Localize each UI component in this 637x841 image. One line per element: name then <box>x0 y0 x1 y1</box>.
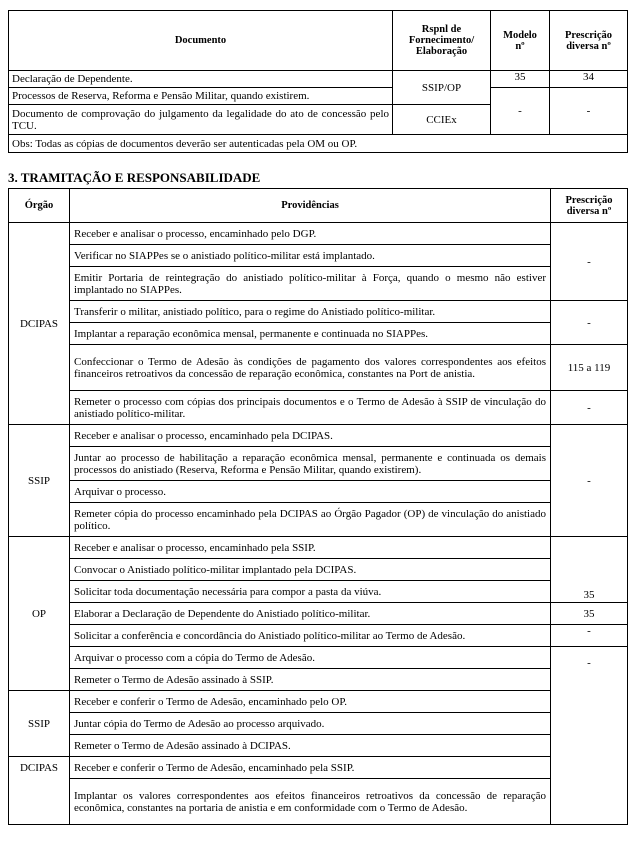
providencia-row: Transferir o militar, anistiado político, para o regime do Anistiado político-militar. <box>70 301 551 323</box>
section-title: 3. TRAMITAÇÃO E RESPONSABILIDADE <box>8 170 261 185</box>
providencia-row: Confeccionar o Termo de Adesão às condições de pagamento dos valores correspondentes aos efeitos financeiros retroativos da concessão de reparação econômica, constantes na Port de anistia. <box>70 345 551 391</box>
tramitacao-table <box>8 188 628 825</box>
rspnl-cell: CCIEx <box>393 105 491 135</box>
orgao-cell: SSIP <box>9 691 70 757</box>
orgao-cell: OP <box>9 537 70 691</box>
orgao-cell: DCIPAS <box>9 223 70 425</box>
modelo-cell: 35 <box>491 71 550 88</box>
documento-cell: Documento de comprovação do julgamento da legalidade do ato de concessão pelo TCU. <box>9 105 393 135</box>
providencia-row: Juntar ao processo de habilitação a reparação econômica mensal, permanente e continuada os demais processos do anistiado (Reserva, Reforma e Pensão Militar, quando existirem). <box>70 447 551 481</box>
prescricao-cell: - <box>551 625 628 647</box>
orgao-cell: SSIP <box>9 425 70 537</box>
prescricao-cell: 35 <box>551 537 628 603</box>
prescricao-cell: - <box>551 223 628 301</box>
providencia-row: Receber e analisar o processo, encaminhado pela DCIPAS. <box>70 425 551 447</box>
providencia-row: Remeter cópia do processo encaminhado pela DCIPAS ao Órgão Pagador (OP) de vinculação do anistiado político. <box>70 503 551 537</box>
header-documento: Documento <box>9 11 393 71</box>
prescricao-cell: - <box>551 647 628 825</box>
providencia-row: Solicitar toda documentação necessária para compor a pasta da viúva. <box>70 581 551 603</box>
providencia-row: Arquivar o processo. <box>70 481 551 503</box>
prescricao-cell: 34 <box>550 71 628 88</box>
header-rspnl: Rspnl de Fornecimento/ Elaboração <box>393 11 491 71</box>
prescricao-cell: 35 <box>551 603 628 625</box>
providencia-row: Receber e conferir o Termo de Adesão, encaminhado pela SSIP. <box>70 757 551 779</box>
rspnl-cell: SSIP/OP <box>393 71 491 105</box>
providencia-row: Solicitar a conferência e concordância do Anistiado político-militar ao Termo de Adesão. <box>70 625 551 647</box>
providencia-row: Remeter o Termo de Adesão assinado à SSIP. <box>70 669 551 691</box>
prescricao-cell: 115 a 119 <box>551 345 628 391</box>
orgao-cell-continuation <box>9 779 70 825</box>
prescricao-cell: - <box>550 88 628 135</box>
providencia-row: Verificar no SIAPPes se o anistiado político-militar está implantado. <box>70 245 551 267</box>
header-providencias: Providências <box>70 189 551 223</box>
obs-note: Obs: Todas as cópias de documentos deverão ser autenticadas pela OM ou OP. <box>9 135 628 153</box>
prescricao-cell: - <box>551 391 628 425</box>
header-prescricao: Prescrição diversa nº <box>551 189 628 223</box>
modelo-cell: - <box>491 88 550 135</box>
documento-cell: Declaração de Dependente. <box>9 71 393 88</box>
header-orgao: Órgão <box>9 189 70 223</box>
documento-cell: Processos de Reserva, Reforma e Pensão Militar, quando existirem. <box>9 88 393 105</box>
providencia-row: Receber e analisar o processo, encaminhado pelo DGP. <box>70 223 551 245</box>
providencia-row: Implantar a reparação econômica mensal, permanente e continuada no SIAPPes. <box>70 323 551 345</box>
providencia-row: Receber e analisar o processo, encaminhado pela SSIP. <box>70 537 551 559</box>
providencia-row: Implantar os valores correspondentes aos efeitos financeiros retroativos da concessão de reparação econômica, constantes na portaria de anistia e em conformidade com o Termo de Adesão. <box>70 779 551 825</box>
prescricao-cell: - <box>551 301 628 345</box>
prescricao-cell: - <box>551 425 628 537</box>
orgao-cell: DCIPAS <box>9 757 70 779</box>
providencia-row: Emitir Portaria de reintegração do anistiado político-militar à Força, quando o mesmo não estiver implantado no SIAPPes. <box>70 267 551 301</box>
providencia-row: Convocar o Anistiado político-militar implantado pela DCIPAS. <box>70 559 551 581</box>
providencia-row: Arquivar o processo com a cópia do Termo de Adesão. <box>70 647 551 669</box>
header-modelo: Modelo nº <box>491 11 550 71</box>
providencia-row: Remeter o Termo de Adesão assinado à DCIPAS. <box>70 735 551 757</box>
header-prescricao: Prescrição diversa nº <box>550 11 628 71</box>
documents-table <box>8 10 628 153</box>
providencia-row: Juntar cópia do Termo de Adesão ao processo arquivado. <box>70 713 551 735</box>
providencia-row: Remeter o processo com cópias dos principais documentos e o Termo de Adesão à SSIP de vinculação do anistiado político-militar. <box>70 391 551 425</box>
providencia-row: Receber e conferir o Termo de Adesão, encaminhado pelo OP. <box>70 691 551 713</box>
providencia-row: Elaborar a Declaração de Dependente do Anistiado político-militar. <box>70 603 551 625</box>
